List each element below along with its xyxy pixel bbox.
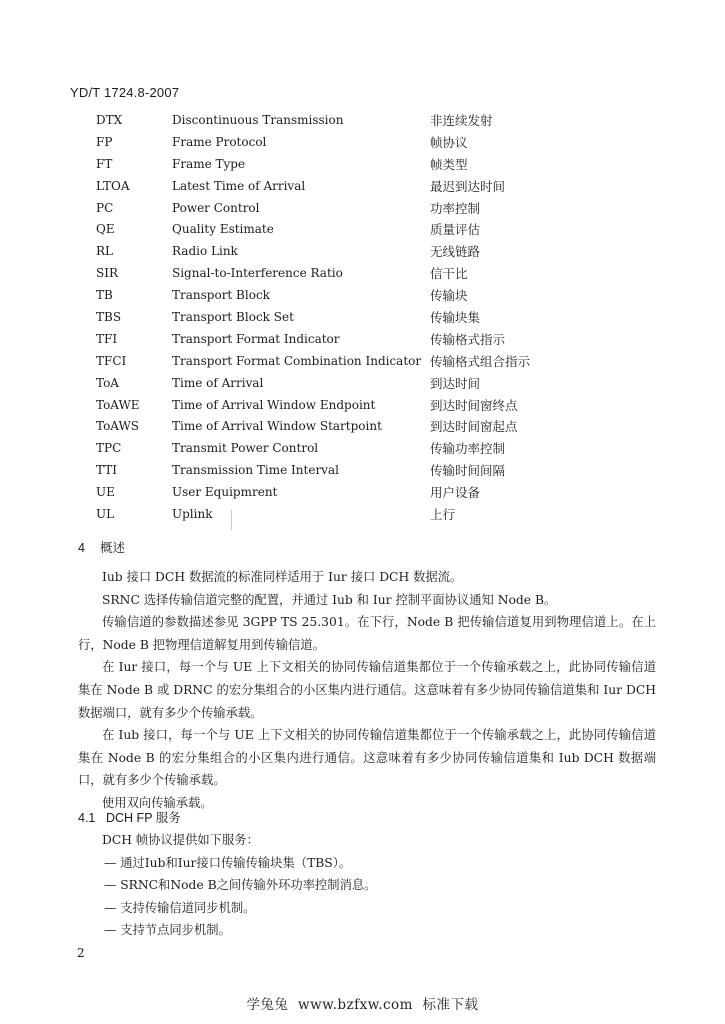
section-4-1-body (78, 829, 656, 942)
abbreviation-row (96, 110, 656, 132)
abbreviation-chinese: 上行 (430, 507, 456, 523)
scan-artifact-line (231, 510, 232, 530)
abbreviation-chinese: 传输格式组合指示 (430, 353, 531, 369)
abbreviations-list (96, 110, 656, 526)
abbreviation-english: Quality Estimate (172, 222, 274, 237)
abbreviation-row (96, 176, 656, 198)
abbreviation-english: Uplink (172, 507, 213, 522)
section-title: 概述 (100, 541, 126, 555)
abbreviation-chinese: 帧协议 (430, 134, 468, 150)
paragraph: SRNC 选择传输信道完整的配置，并通过 Iub 和 Iur 控制平面协议通知 Node B。 (102, 592, 557, 607)
abbreviation-english: Transport Block Set (172, 310, 294, 325)
list-item: — SRNC和Node B之间传输外环功率控制消息。 (104, 878, 377, 893)
abbreviation-chinese: 信干比 (430, 266, 468, 282)
abbreviation-chinese: 传输块集 (430, 310, 481, 326)
abbreviation-english: Transmit Power Control (172, 441, 319, 456)
abbreviation-chinese: 帧类型 (430, 156, 468, 172)
paragraph: Iub 接口 DCH 数据流的标准同样适用于 Iur 接口 DCH 数据流。 (102, 570, 463, 584)
abbreviation-term: ToAWS (96, 419, 140, 434)
section-number: 4.1 (78, 811, 96, 825)
abbreviation-chinese: 到达时间窗起点 (430, 419, 518, 435)
abbreviation-english: Radio Link (172, 244, 238, 259)
abbreviation-row (96, 373, 656, 395)
section-number: 4 (78, 541, 85, 555)
abbreviation-row (96, 154, 656, 176)
abbreviation-term: DTX (96, 113, 123, 127)
abbreviation-chinese: 无线链路 (430, 244, 481, 260)
abbreviation-chinese: 传输格式指示 (430, 331, 506, 347)
abbreviation-chinese: 传输时间间隔 (430, 463, 506, 479)
abbreviation-english: Signal-to-Interference Ratio (172, 266, 343, 281)
page-number: 2 (77, 946, 85, 960)
section-4-heading (78, 538, 125, 556)
abbreviation-english: Time of Arrival Window Endpoint (172, 397, 376, 412)
section-4-1-heading (78, 808, 181, 826)
abbreviation-term: LTOA (96, 178, 130, 193)
abbreviation-chinese: 到达时间 (430, 375, 481, 391)
abbreviation-chinese: 质量评估 (430, 222, 481, 238)
paragraph: 传输信道的参数描述参见 3GPP TS 25.301。在下行，Node B 把传输信道复用到物理信道上。在上行，Node B 把物理信道解复用到传输信道。 (78, 615, 656, 652)
abbreviation-row (96, 132, 656, 154)
abbreviation-english: Time of Arrival Window Startpoint (172, 419, 382, 434)
paragraph: 在 Iur 接口，每一个与 UE 上下文相关的协同传输信道集都位于一个传输承载之上，此协同传输信道集在 Node B 或 DRNC 的宏分集组合的小区集内进行通信。这意味着有多少协同传输信道集和 Iur DCH 数据端口，就有多少个传输承载。 (78, 660, 656, 720)
abbreviation-term: TFCI (96, 353, 127, 368)
abbreviation-english: User Equipmrent (172, 485, 278, 500)
abbreviation-row (96, 351, 656, 373)
abbreviation-chinese: 传输功率控制 (430, 441, 506, 457)
abbreviation-row (96, 329, 656, 351)
abbreviation-row (96, 416, 656, 438)
section-title: DCH FP 服务 (106, 811, 181, 825)
abbreviation-term: TTI (96, 463, 117, 478)
paragraph: DCH 帧协议提供如下服务： (102, 833, 259, 847)
abbreviation-chinese: 最迟到达时间 (430, 178, 506, 194)
site-watermark: 学兔兔 www.bzfxw.com 标准下载 (246, 997, 479, 1013)
abbreviation-row (96, 482, 656, 504)
abbreviation-chinese: 功率控制 (430, 200, 481, 216)
abbreviation-chinese: 到达时间窗终点 (430, 397, 518, 413)
section-4-body (78, 566, 656, 815)
list-item: — 支持节点同步机制。 (104, 923, 231, 938)
abbreviation-term: ToA (96, 375, 119, 390)
abbreviation-english: Time of Arrival (172, 375, 264, 390)
abbreviation-term: TFI (96, 331, 118, 346)
abbreviation-row (96, 198, 656, 220)
abbreviation-term: UE (96, 485, 115, 500)
list-item: — 通过Iub和Iur接口传输传输块集（TBS）。 (104, 855, 352, 870)
abbreviation-english: Transport Format Combination Indicator (172, 353, 422, 368)
abbreviation-chinese: 传输块 (430, 288, 468, 304)
abbreviation-chinese: 非连续发射 (430, 113, 493, 128)
abbreviation-english: Frame Type (172, 156, 246, 171)
abbreviation-row (96, 438, 656, 460)
abbreviation-term: RL (96, 244, 114, 259)
abbreviation-english: Transport Block (172, 288, 270, 303)
abbreviation-english: Power Control (172, 200, 260, 215)
abbreviation-row (96, 285, 656, 307)
abbreviation-term: FP (96, 134, 113, 149)
abbreviation-term: UL (96, 507, 115, 522)
abbreviation-row (96, 460, 656, 482)
abbreviation-term: QE (96, 222, 115, 237)
abbreviation-english: Frame Protocol (172, 134, 267, 149)
abbreviation-row (96, 504, 656, 526)
abbreviation-english: Discontinuous Transmission (172, 113, 344, 127)
abbreviation-term: TB (96, 288, 113, 303)
paragraph: 使用双向传输承载。 (102, 795, 213, 810)
list-item: — 支持传输信道同步机制。 (104, 900, 256, 915)
abbreviation-english: Transmission Time Interval (172, 463, 339, 478)
abbreviation-row (96, 219, 656, 241)
standard-code-header: YD/T 1724.8-2007 (70, 85, 180, 100)
abbreviation-row (96, 395, 656, 417)
abbreviation-term: ToAWE (96, 397, 140, 412)
abbreviation-term: SIR (96, 266, 118, 281)
abbreviation-chinese: 用户设备 (430, 485, 481, 501)
abbreviation-term: TPC (96, 441, 122, 456)
abbreviation-row (96, 241, 656, 263)
abbreviation-english: Transport Format Indicator (172, 331, 340, 346)
abbreviation-english: Latest Time of Arrival (172, 178, 306, 193)
abbreviation-term: TBS (96, 310, 122, 325)
abbreviation-row (96, 307, 656, 329)
abbreviation-term: PC (96, 200, 114, 215)
paragraph: 在 Iub 接口，每一个与 UE 上下文相关的协同传输信道集都位于一个传输承载之上，此协同传输信道集在 Node B 的宏分集组合的小区集内进行通信。这意味着有多少协同传输信道集和 Iub DCH 数据端口，就有多少个传输承载。 (78, 728, 656, 788)
abbreviation-term: FT (96, 156, 113, 171)
abbreviation-row (96, 263, 656, 285)
